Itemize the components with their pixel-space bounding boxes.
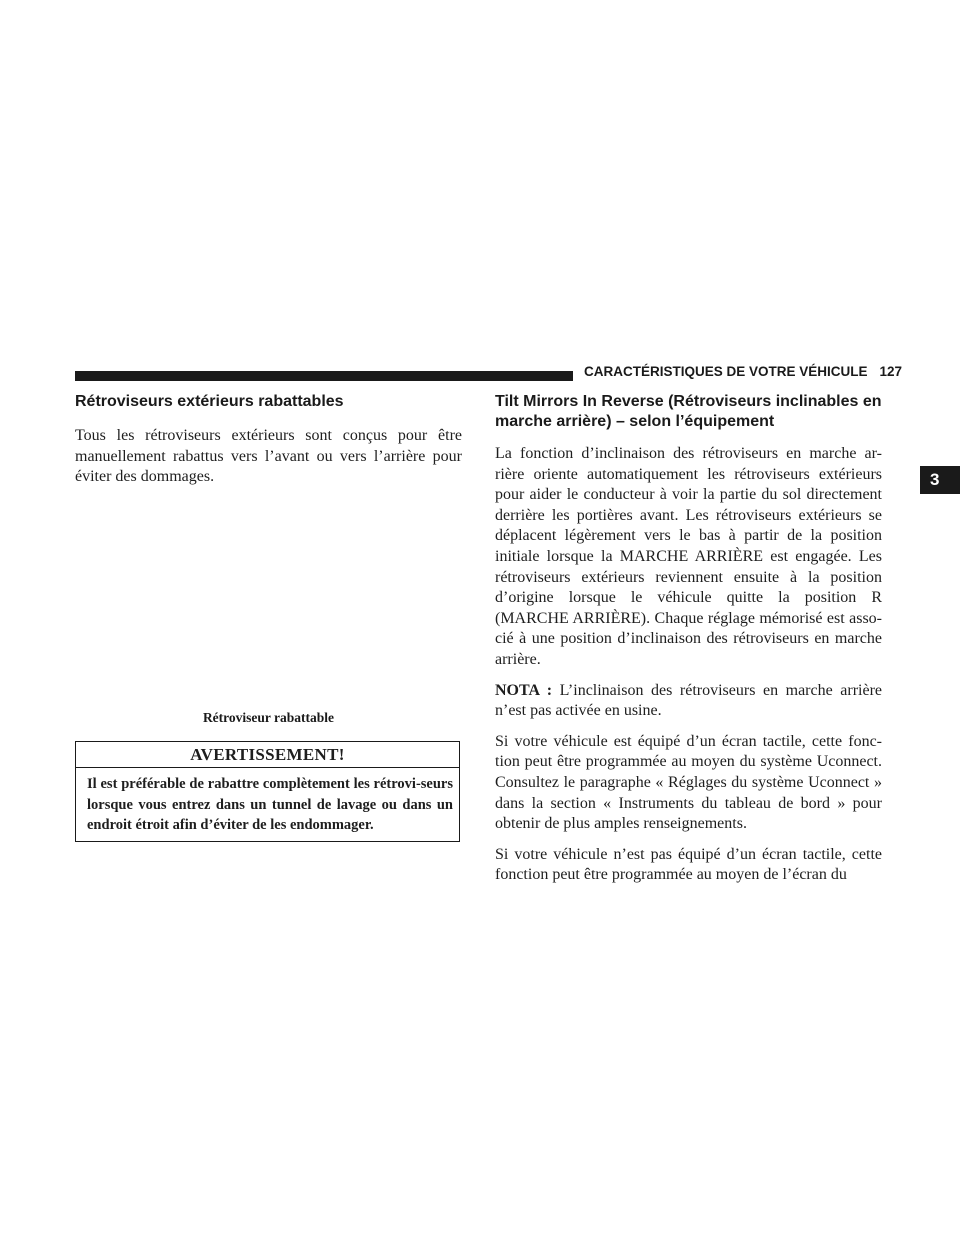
left-body-text: Tous les rétroviseurs extérieurs sont conçus pour être manuellement rabattus vers l’avant ou vers l’arrière pour éviter des dommages. xyxy=(75,427,462,486)
note-paragraph xyxy=(495,681,882,722)
chapter-tab: 3 xyxy=(920,466,960,494)
right-paragraph-1: La fonction d’inclinaison des rétroviseurs en marche ar-rière oriente automatiquement les rétroviseurs extérieurs pour aider le conducteur à voir la partie du sol directement derrière les portières avant. Les rétroviseurs extérieurs se déplacent légèrement vers le bas à partir de la position initiale lorsque la MARCHE ARRIÈRE est engagée. Les rétroviseurs extérieurs reviennent ensuite à la position d’origine lorsque le véhicule quitte la position R (MARCHE ARRIÈRE). Chaque réglage mémorisé est asso-cié à une position d’inclinaison des rétroviseurs en marche arrière. xyxy=(495,445,882,668)
running-header xyxy=(584,364,903,379)
right-column xyxy=(495,392,882,886)
header-rule xyxy=(75,371,573,381)
left-column xyxy=(75,392,462,488)
left-heading: Rétroviseurs extérieurs rabattables xyxy=(75,393,344,410)
section-title: CARACTÉRISTIQUES DE VOTRE VÉHICULE xyxy=(584,364,868,379)
figure-caption: Rétroviseur rabattable xyxy=(202,710,335,725)
right-paragraph-3: Si votre véhicule n’est pas équipé d’un écran tactile, cette fonction peut être programmée au moyen de l’écran du xyxy=(495,845,882,884)
note-text: L’inclinaison des rétroviseurs en marche arrière n’est pas activée en usine. xyxy=(495,681,883,720)
warning-text: Il est préférable de rabattre complètement les rétrovi-seurs lorsque vous entrez dans un tunnel de lavage ou dans un endroit étroit afin d’éviter de les endommager. xyxy=(87,776,453,833)
right-paragraph-2: Si votre véhicule est équipé d’un écran tactile, cette fonc-tion peut être programmée au moyen du système Uconnect. Consultez le paragraphe « Réglages du système Uconnect » dans la section « Instruments du tableau de bord » pour obtenir de plus amples renseignements. xyxy=(495,732,882,833)
note-label: NOTA : xyxy=(495,681,553,699)
warning-title: AVERTISSEMENT! xyxy=(76,742,459,768)
warning-box xyxy=(75,741,460,842)
page-number: 127 xyxy=(879,364,903,379)
right-heading: Tilt Mirrors In Reverse (Rétroviseurs inclinables en marche arrière) – selon l’équipement xyxy=(495,393,882,430)
